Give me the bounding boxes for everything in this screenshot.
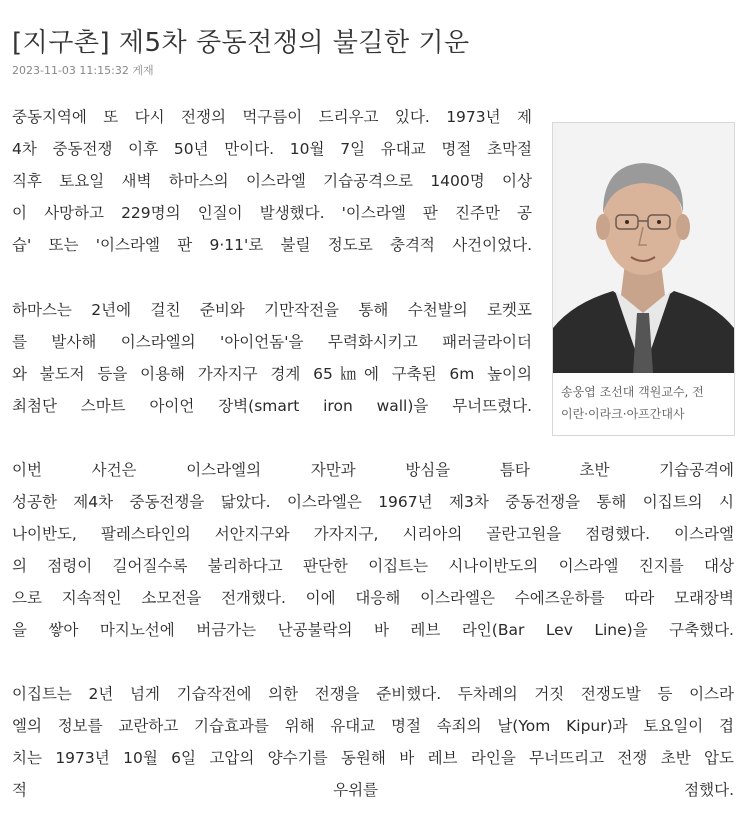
publish-timestamp: 2023-11-03 11:15:32	[12, 64, 129, 77]
paragraph-line: 를 발사해 이스라엘의 '아이언돔'을 무력화시키고 패러글라이더	[12, 333, 532, 351]
paragraph-line: 치는 1973년 10월 6일 고압의 양수기를 동원해 바 레브 라인을 무너뜨리고 전쟁 초반 압도	[12, 749, 734, 767]
paragraph-line: 으로 지속적인 소모전을 전개했다. 이에 대응해 이스라엘은 수에즈운하를 따라 모래장벽	[12, 589, 734, 607]
caption-line: 송웅엽 조선대 객원교수, 전	[561, 385, 704, 399]
paragraph-line: 이 사망하고 229명의 인질이 발생했다. '이스라엘 판 진주만 공	[12, 204, 532, 222]
paragraph-line: 을 쌓아 마지노선에 버금가는 난공불락의 바 레브 라인(Bar Lev Line)을 구축했다.	[12, 621, 734, 639]
paragraph-line: 성공한 제4차 중동전쟁을 닮았다. 이스라엘은 1967년 제3차 중동전쟁을 통해 이집트의 시	[12, 493, 734, 511]
paragraph-line: 직후 토요일 새벽 하마스의 이스라엘 기습공격으로 1400명 이상	[12, 172, 532, 190]
article-meta	[12, 62, 154, 78]
paragraph-line: 의 점령이 길어질수록 불리하다고 판단한 이집트는 시나이반도의 이스라엘 진지를 대상	[12, 557, 734, 575]
paragraph-line: 나이반도, 팔레스타인의 서안지구와 가자지구, 시리아의 골란고원을 점령했다. 이스라엘	[12, 525, 734, 543]
paragraph-line: 적 우위를 점했다.	[12, 781, 734, 799]
paragraph-line: 이집트는 2년 넘게 기습작전에 의한 전쟁을 준비했다. 두차례의 거짓 전쟁도발 등 이스라	[12, 685, 734, 703]
paragraph-line: 최첨단 스마트 아이언 장벽(smart iron wall)을 무너뜨렸다.	[12, 397, 532, 415]
paragraph-line: 하마스는 2년에 걸친 준비와 기만작전을 통해 수천발의 로켓포	[12, 301, 532, 319]
paragraph-line: 중동지역에 또 다시 전쟁의 먹구름이 드리우고 있다. 1973년 제	[12, 108, 532, 126]
paragraph-4	[12, 678, 734, 806]
paragraph-line: 엘의 정보를 교란하고 기습효과를 위해 유대교 명절 속죄의 날(Yom Kipur)과 토요일이 겹	[12, 717, 734, 735]
paragraph-line: 습' 또는 '이스라엘 판 9·11'로 불릴 정도로 충격적 사건이었다.	[12, 236, 532, 254]
caption-line: 이란·이라크·아프간대사	[561, 407, 685, 421]
paragraph-line: 4차 중동전쟁 이후 50년 만이다. 10월 7일 유대교 명절 초막절	[12, 140, 532, 158]
article-title: [지구촌] 제5차 중동전쟁의 불길한 기운	[12, 28, 470, 58]
author-portrait-image	[553, 123, 734, 373]
photo-caption	[561, 381, 729, 425]
paragraph-line: 와 불도저 등을 이용해 가자지구 경계 65㎞에 구축된 6m 높이의	[12, 365, 532, 383]
posted-label: 게재	[132, 64, 154, 77]
paragraph-3	[12, 454, 734, 646]
paragraph-2	[12, 294, 532, 422]
paragraph-line: 이번 사건은 이스라엘의 자만과 방심을 틈타 초반 기습공격에	[12, 461, 734, 479]
author-photo	[553, 123, 734, 373]
author-photo-box	[552, 122, 735, 436]
paragraph-1	[12, 101, 532, 261]
